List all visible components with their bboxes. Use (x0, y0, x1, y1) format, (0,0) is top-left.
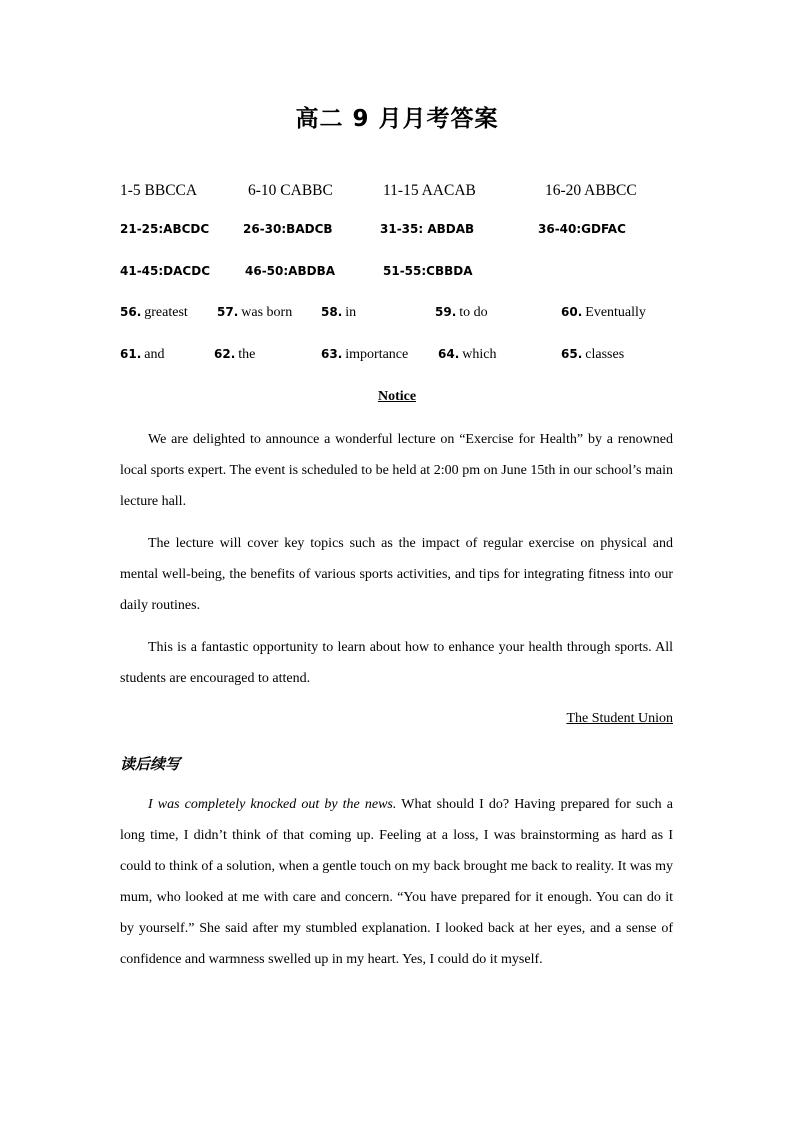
fill-in-item (120, 347, 164, 363)
notice-paragraph: The lecture will cover key topics such as the impact of regular exercise on physical and mental well-being, the benefits of various sports activities, and tips for integrating fitness into our daily routines. (120, 536, 673, 613)
item-number: 56. (120, 305, 142, 319)
answer-group: 51-55:CBBDA (383, 264, 473, 278)
answer-group: 46-50:ABDBA (245, 264, 336, 278)
answer-group: 26-30:BADCB (243, 222, 333, 236)
fill-in-item (321, 305, 356, 321)
answer-row-3 (0, 264, 794, 288)
item-number: 58. (321, 305, 343, 319)
answer-group: 6-10 CABBC (248, 182, 333, 199)
fill-in-item (321, 347, 408, 363)
item-answer: and (144, 347, 165, 362)
fill-in-row-2 (0, 347, 794, 371)
fill-in-row-1 (0, 305, 794, 329)
item-number: 59. (435, 305, 457, 319)
answer-group: 36-40:GDFAC (538, 222, 626, 236)
fill-in-item (214, 347, 255, 363)
item-answer: importance (345, 347, 409, 362)
fill-in-item (435, 305, 488, 321)
item-answer: classes (585, 347, 625, 362)
fill-in-item (217, 305, 292, 321)
fill-in-item (120, 305, 188, 321)
answer-row-1 (0, 182, 794, 206)
item-number: 65. (561, 347, 583, 361)
answer-group: 41-45:DACDC (120, 264, 210, 278)
item-answer: greatest (144, 305, 188, 320)
story-paragraph (120, 789, 673, 975)
item-number: 60. (561, 305, 583, 319)
item-number: 57. (217, 305, 239, 319)
item-number: 62. (214, 347, 236, 361)
answer-group: 16-20 ABBCC (545, 182, 637, 199)
item-answer: in (345, 305, 357, 320)
notice-paragraph: We are delighted to announce a wonderful lecture on “Exercise for Health” by a renowned local sports expert. The event is scheduled to be held at 2:00 pm on June 15th in our school’s main lecture hall. (120, 432, 673, 509)
item-answer: which (462, 347, 497, 362)
answer-group: 31-35: ABDAB (380, 222, 475, 236)
section-heading: 读后续写 (120, 755, 181, 773)
fill-in-item (438, 347, 496, 363)
item-number: 61. (120, 347, 142, 361)
item-number: 64. (438, 347, 460, 361)
page-title: 高二 9 月月考答案 (295, 106, 499, 132)
answer-row-2 (0, 222, 794, 246)
item-answer: Eventually (585, 305, 646, 320)
item-answer: to do (459, 305, 488, 320)
item-number: 63. (321, 347, 343, 361)
answer-group: 11-15 AACAB (383, 182, 476, 199)
fill-in-item (561, 305, 646, 321)
story-body: What should I do? Having prepared for such a long time, I didn’t think of that coming up. Feeling at a loss, I was brainstorming as hard as I could to think of a solution, when a gentle touch on my back brought me back to reality. It was my mum, who looked at me with care and concern. “You have prepared for it enough. You can do it by yourself.” She said after my stumbled explanation. I looked back at her eyes, and a sense of confidence and warmness swelled up in my heart. Yes, I could do it myself. (120, 797, 673, 967)
fill-in-item (561, 347, 624, 363)
item-answer: was born (241, 305, 293, 320)
notice-signature: The Student Union (566, 711, 673, 726)
answer-group: 21-25:ABCDC (120, 222, 210, 236)
item-answer: the (238, 347, 256, 362)
notice-title: Notice (377, 389, 417, 404)
story-lead-sentence: I was completely knocked out by the news. (148, 797, 397, 812)
notice-paragraph: This is a fantastic opportunity to learn about how to enhance your health through sports. All students are encouraged to attend. (120, 640, 673, 686)
answer-group: 1-5 BBCCA (120, 182, 198, 199)
